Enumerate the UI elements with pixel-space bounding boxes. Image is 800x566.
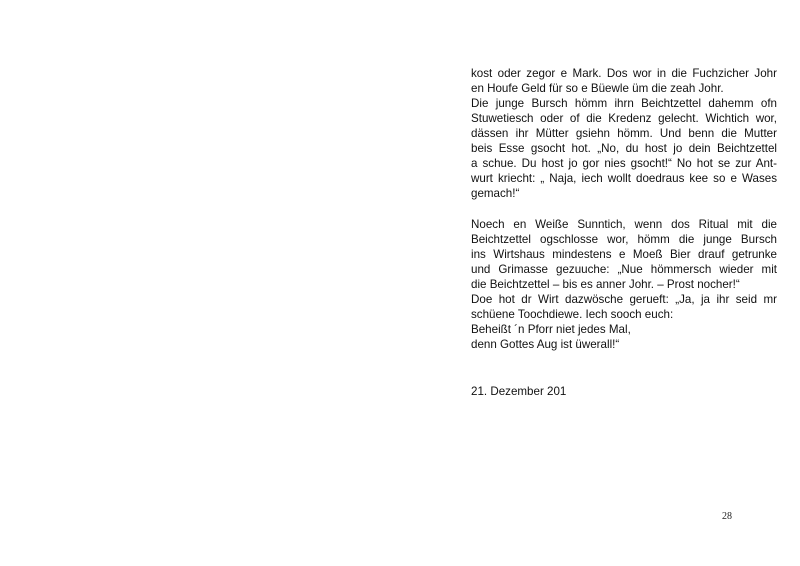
paragraph-gap xyxy=(471,201,777,217)
text-line: Beichtzettel ogschlosse wor, hömm die junge Bursch xyxy=(471,233,777,246)
text-line: Noech en Weiße Sunntich, wenn dos Ritual mit die xyxy=(471,218,777,231)
text-line: schüene Toochdiewe. Iech sooch euch: xyxy=(471,308,674,321)
text-column xyxy=(471,66,777,399)
text-line: Die junge Bursch hömm ihrn Beichtzettel dahemm ofn xyxy=(471,97,777,110)
text-line: en Houfe Geld für so e Büewle üm die zeah Johr. xyxy=(471,82,724,95)
text-line: beis Esse gsocht hot. „No, du host jo dein Beichtzettel xyxy=(471,142,777,155)
text-line: denn Gottes Aug ist üwerall!“ xyxy=(471,338,620,351)
paragraph-3 xyxy=(471,217,777,292)
text-line: und Grimasse gezuuche: „Nue hömmersch wieder mit xyxy=(471,263,777,276)
text-line: die Beichtzettel – bis es anner Johr. – Prost nocher!“ xyxy=(471,278,740,291)
paragraph-gap xyxy=(471,352,777,384)
text-line: ins Wirtshaus mindestens e Moeß Bier drauf getrunke xyxy=(471,248,777,261)
text-line: gemach!“ xyxy=(471,187,520,200)
text-line: dässen ihr Mütter gsiehn hömm. Und benn die Mutter xyxy=(471,127,777,140)
date-line: 21. Dezember 201 xyxy=(471,385,567,398)
text-line: a schue. Du host jo gor nies gsocht!“ No hot se zur Ant- xyxy=(471,157,777,170)
paragraph-2 xyxy=(471,96,777,201)
text-line: Beheißt ´n Pforr niet jedes Mal, xyxy=(471,323,631,336)
page-number: 28 xyxy=(722,511,732,522)
text-line: Stuwetiesch oder of die Kredenz gelecht. Wichtich wor, xyxy=(471,112,777,125)
text-line: kost oder zegor e Mark. Dos wor in die Fuchzicher Johr xyxy=(471,67,777,80)
text-line: Doe hot dr Wirt dazwösche gerueft: „Ja, ja ihr seid mr xyxy=(471,293,777,306)
text-line: wurt kriecht: „ Naja, iech wollt doedraus kee so e Wases xyxy=(471,172,777,185)
paragraph-1 xyxy=(471,66,777,96)
paragraph-4 xyxy=(471,292,777,352)
